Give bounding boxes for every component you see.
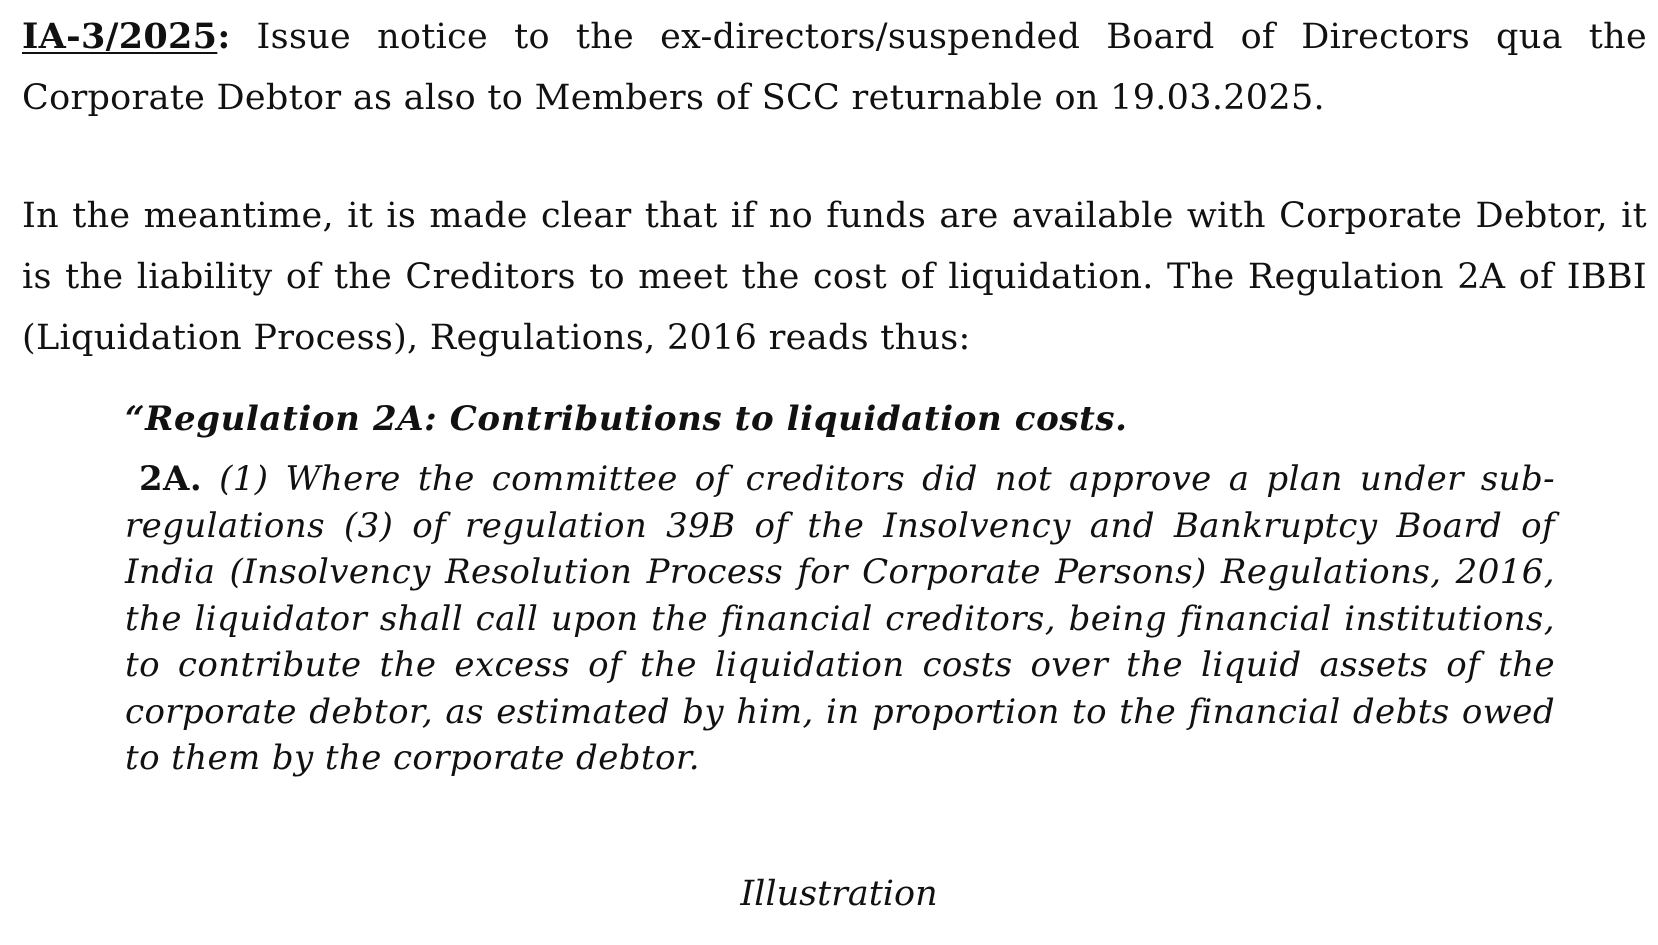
- regulation-text: (1) Where the committee of creditors did not approve a plan under sub-regulations (3) of regulation 39B of the Insolvency and Bankruptcy Board of India (Insolvency Resolution Process for Corporate Persons) Regulations, 2016, the liquidator shall call upon the financial creditors, being financial institutions, to contribute the excess of the liquidation costs over the liquid assets of the corporate debtor, as estimated by him, in proportion to the financial debts owed to them by the corporate debtor.: [125, 459, 1555, 778]
- meantime-text: In the meantime, it is made clear that if no funds are available with Corporate Debtor, it is the liability of the Creditors to meet the cost of liquidation. The Regulation 2A of IBBI (Liquidation Process), Regulations, 2016 reads thus:: [22, 196, 1647, 358]
- illustration-heading: Illustration: [740, 874, 938, 914]
- ia-number-label: IA-3/2025: [22, 16, 218, 57]
- ia-label-colon: :: [217, 16, 231, 57]
- regulation-number: 2A.: [139, 459, 203, 499]
- regulation-quote-body: [125, 456, 1555, 782]
- ia-order-paragraph: [22, 6, 1647, 129]
- ia-order-text: Issue notice to the ex-directors/suspended Board of Directors qua the Corporate Debtor as also to Members of SCC returnable on 19.03.2025.: [22, 17, 1647, 118]
- meantime-paragraph: [22, 186, 1647, 369]
- regulation-heading: “Regulation 2A: Contributions to liquidation costs.: [125, 399, 1128, 439]
